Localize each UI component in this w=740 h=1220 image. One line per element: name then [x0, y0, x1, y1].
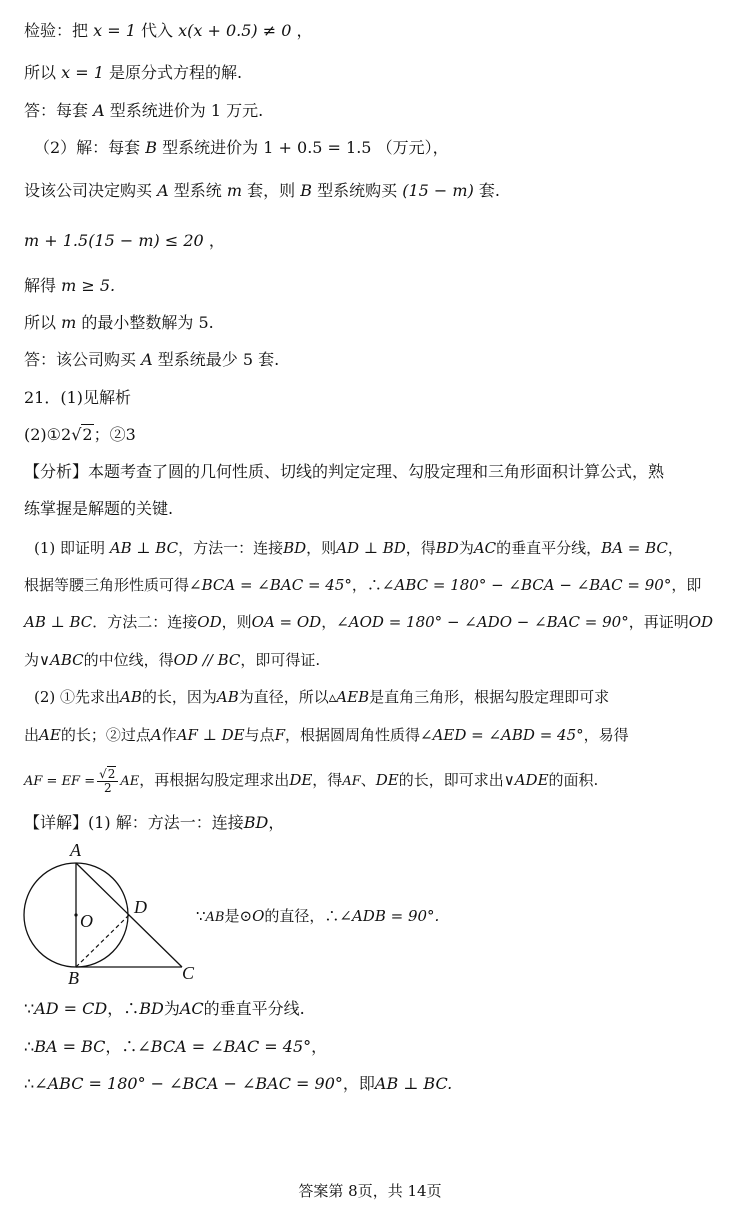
- text-segment: ，根据圆周角性质得: [284, 726, 420, 744]
- math-expr: AB: [216, 688, 239, 706]
- math-expr: OD: [688, 613, 714, 631]
- math-expr: 2: [82, 425, 93, 444]
- math-expr: A: [150, 726, 162, 744]
- text-segment: 型系统购买: [317, 181, 398, 200]
- text-segment: ∵: [196, 907, 206, 925]
- text-segment: 、: [360, 771, 376, 789]
- text-segment: 作: [161, 726, 177, 744]
- text-segment: ，: [321, 613, 337, 631]
- text-segment: ，即可得证.: [240, 651, 321, 669]
- text-segment: ，方法一：连接: [178, 539, 284, 557]
- text-line: [24, 498, 173, 520]
- page-footer: 答案第 8页，共 14页: [298, 1182, 442, 1200]
- label-c: C: [182, 963, 195, 983]
- text-segment: 的长，因为: [141, 688, 217, 706]
- text-segment: 的最小整数解为 5.: [81, 313, 214, 332]
- text-segment: ，得: [312, 771, 343, 789]
- math-expr: AE: [39, 726, 61, 744]
- text-segment: ，: [208, 231, 225, 250]
- text-segment: 是原分式方程的解.: [108, 63, 243, 82]
- text-segment: 所以: [24, 63, 57, 82]
- text-line: [24, 349, 279, 371]
- text-segment: 代入: [140, 21, 173, 40]
- text-segment: 设该公司决定购买: [24, 181, 153, 200]
- math-expr: A: [93, 101, 105, 120]
- text-segment: 是直角三角形，根据勾股定理即可求: [369, 688, 610, 706]
- text-segment: 所以: [24, 313, 57, 332]
- fraction: [97, 768, 118, 795]
- text-segment: 的面积.: [548, 771, 599, 789]
- text-segment: ，∴: [105, 1037, 138, 1056]
- text-line: [24, 461, 664, 483]
- text-segment: 检验：把: [24, 21, 89, 40]
- math-expr: m ≥ 5.: [61, 276, 116, 295]
- math-expr: ∠ABC = 180° − ∠BCA − ∠BAC = 90°: [381, 576, 672, 594]
- text-segment: 练掌握是解题的关键.: [24, 499, 174, 518]
- math-expr: OD // BC: [173, 651, 241, 669]
- label-a: A: [70, 840, 81, 860]
- math-expr: ∠AOD = 180° − ∠ADO − ∠BAC = 90°: [336, 613, 629, 631]
- math-expr: BA = BC: [34, 1037, 106, 1056]
- text-segment: 型系统: [173, 181, 222, 200]
- text-segment: ，: [268, 813, 285, 832]
- math-expr: ∠ABC = 180° − ∠BCA − ∠BAC = 90°: [34, 1074, 343, 1093]
- text-segment: ；②3: [93, 425, 136, 444]
- text-segment: 为: [163, 999, 180, 1018]
- math-expr: AC: [473, 539, 497, 557]
- math-expr: x = 1: [93, 21, 136, 40]
- text-segment: ，再根据勾股定理求出: [139, 771, 290, 789]
- math-expr: BD: [139, 999, 164, 1018]
- text-segment: 根据等腰三角形性质可得: [24, 576, 190, 594]
- text-segment: ，得: [405, 539, 436, 557]
- math-expr: AD = CD: [34, 999, 108, 1018]
- text-segment: ∵: [24, 999, 35, 1018]
- text-segment: 出: [24, 726, 40, 744]
- math-expr: AF ⊥ DE: [176, 726, 245, 744]
- point-o: [74, 913, 77, 916]
- text-segment: 为: [458, 539, 474, 557]
- text-line: [34, 137, 449, 159]
- text-segment: 的长；②过点: [60, 726, 151, 744]
- question-heading: [24, 387, 131, 409]
- text-line: [24, 611, 713, 633]
- text-segment: ，易得: [583, 726, 629, 744]
- text-line: [24, 724, 629, 746]
- math-expr: 1 + 0.5 = 1.5: [263, 138, 372, 157]
- math-expr: AF = EF =: [24, 774, 96, 789]
- text-segment: 的垂直平分线.: [203, 999, 305, 1018]
- math-expr: DE: [289, 771, 313, 789]
- text-segment: 为直径，所以: [238, 688, 329, 706]
- math-expr: 2: [103, 780, 112, 795]
- math-expr: A: [157, 181, 169, 200]
- math-expr: BD: [283, 539, 307, 557]
- text-segment: ，则: [221, 613, 252, 631]
- math-expr: F: [274, 726, 285, 744]
- text-segment: 套，则: [247, 181, 296, 200]
- text-line: [24, 424, 136, 446]
- text-segment: 与点: [244, 726, 275, 744]
- text-line: [24, 763, 598, 797]
- label-d: D: [134, 897, 147, 917]
- math-expr: OA = OD: [251, 613, 322, 631]
- math-expr: BA = BC: [601, 539, 668, 557]
- text-segment: 是⊙: [224, 907, 253, 925]
- math-expr: AD ⊥ BD: [336, 539, 406, 557]
- text-line: [24, 1036, 327, 1058]
- text-line: [34, 537, 683, 559]
- math-expr: A: [141, 350, 153, 369]
- text-line: [196, 905, 439, 927]
- text-line: [24, 812, 284, 834]
- text-line: [24, 998, 305, 1020]
- text-segment: ，再证明: [628, 613, 689, 631]
- math-expr: ∠BCA = ∠BAC = 45°: [137, 1037, 312, 1056]
- text-segment: (2) ①先求出: [34, 688, 121, 706]
- math-expr: m + 1.5(15 − m) ≤ 20: [24, 231, 204, 250]
- math-expr: x = 1: [61, 63, 104, 82]
- text-segment: （2）解：每套: [34, 138, 141, 157]
- math-expr: m: [61, 313, 77, 332]
- math-expr: (15 − m): [402, 181, 474, 200]
- math-expr: AB ⊥ BC: [24, 613, 93, 631]
- text-segment: ，即: [342, 1074, 375, 1093]
- math-expr: m: [226, 181, 243, 200]
- text-line: [24, 275, 115, 297]
- math-expr: ∠BCA = ∠BAC = 45°: [189, 576, 352, 594]
- text-segment: (2)①: [24, 425, 62, 444]
- math-expr: AF: [342, 774, 361, 789]
- math-expr: AB ⊥ BC: [109, 539, 179, 557]
- text-segment: 解得: [24, 276, 57, 295]
- sqrt-symbol: √: [71, 425, 82, 444]
- math-expr: B: [145, 138, 158, 157]
- text-segment: 为: [24, 651, 40, 669]
- text-segment: (1) 即证明: [34, 539, 106, 557]
- text-segment: 21．(1)见解析: [24, 388, 132, 407]
- text-line: [24, 20, 313, 42]
- text-segment: ，则: [306, 539, 337, 557]
- text-segment: 型系统进价为 1 万元.: [109, 101, 264, 120]
- text-line: [24, 649, 320, 671]
- math-expr: ▵AEB: [328, 688, 370, 706]
- text-segment: ．方法二：连接: [92, 613, 198, 631]
- math-expr: O: [252, 907, 265, 925]
- math-expr: ∨ABC: [39, 651, 84, 669]
- sqrt-symbol: √: [99, 766, 107, 781]
- math-expr: AE: [120, 774, 140, 789]
- math-expr: x(x + 0.5) ≠ 0: [178, 21, 292, 40]
- text-segment: （万元），: [376, 138, 449, 157]
- math-expr: BD: [435, 539, 459, 557]
- text-segment: 型系统最少 5 套.: [157, 350, 280, 369]
- math-expr: AC: [179, 999, 204, 1018]
- text-segment: ，即: [671, 576, 702, 594]
- text-segment: 型系统进价为: [162, 138, 259, 157]
- text-segment: 的长，即可求出: [398, 771, 504, 789]
- text-line: [24, 1073, 452, 1095]
- text-line: [24, 230, 225, 252]
- math-expr: AB: [120, 688, 142, 706]
- text-segment: 的直径，∴: [264, 907, 340, 925]
- text-segment: 套.: [478, 181, 500, 200]
- text-line: [24, 574, 701, 596]
- math-expr: ∨ADE: [503, 771, 549, 789]
- text-segment: 答：每套: [24, 101, 89, 120]
- text-line: [24, 62, 242, 84]
- text-line: [24, 312, 214, 334]
- label-o: O: [80, 911, 93, 931]
- text-segment: ，∴: [351, 576, 382, 594]
- text-segment: ∴: [24, 1037, 35, 1056]
- math-expr: B: [300, 181, 313, 200]
- text-line: [24, 180, 500, 202]
- math-expr: BD: [243, 813, 269, 832]
- text-segment: 的中位线，得: [83, 651, 174, 669]
- text-segment: 【详解】(1) 解：方法一：连接: [24, 813, 244, 832]
- text-segment: 的垂直平分线，: [496, 539, 602, 557]
- math-expr: ∠ADB = 90°.: [339, 907, 440, 925]
- math-expr: 2: [107, 766, 116, 781]
- geometry-figure: [18, 838, 218, 988]
- math-expr: 2: [61, 425, 72, 444]
- math-expr: AB ⊥ BC.: [374, 1074, 453, 1093]
- text-segment: ，: [667, 539, 683, 557]
- text-line: [34, 686, 609, 708]
- text-segment: ，∴: [107, 999, 140, 1018]
- math-expr: ∠AED = ∠ABD = 45°: [420, 726, 584, 744]
- text-line: [24, 100, 263, 122]
- text-segment: ，: [296, 21, 313, 40]
- math-expr: AB: [205, 910, 225, 925]
- math-expr: OD: [197, 613, 222, 631]
- text-segment: 【分析】本题考查了圆的几何性质、切线的判定定理、勾股定理和三角形面积计算公式，熟: [24, 462, 665, 481]
- label-b: B: [68, 968, 79, 988]
- text-segment: ，: [311, 1037, 328, 1056]
- text-segment: 答：该公司购买: [24, 350, 137, 369]
- math-expr: DE: [375, 771, 399, 789]
- text-segment: ∴: [24, 1074, 35, 1093]
